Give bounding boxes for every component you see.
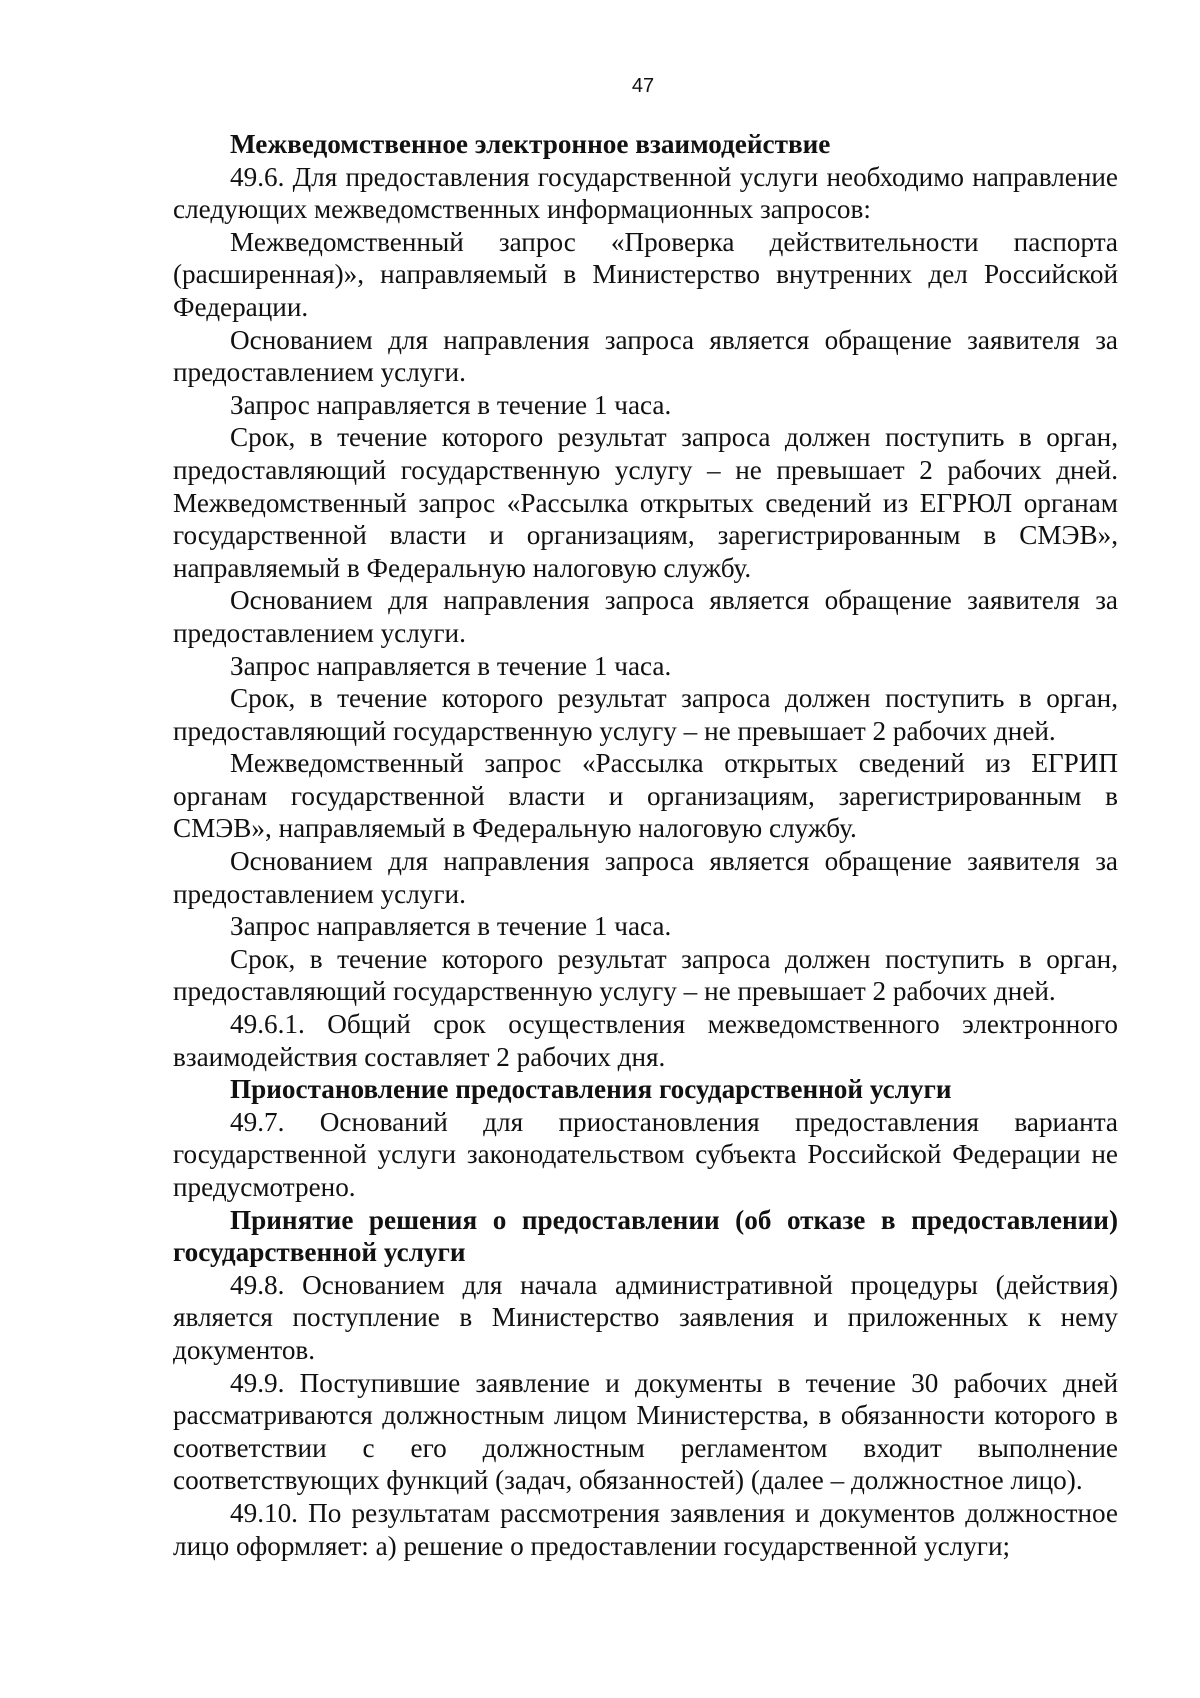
paragraph-49-9: 49.9. Поступившие заявление и документы в течение 30 рабочих дней рассматриваются должностным лицом Министерства, в обязанности которого в соответствии с его должностным регламентом входит выполнение соответствующих функций (задач, обязанностей) (далее – должностное лицо).	[173, 1367, 1118, 1496]
paragraph-request-egrip: Межведомственный запрос «Рассылка открытых сведений из ЕГРИП органам государственной власти и организациям, зарегистрированным в СМЭВ», направляемый в Федеральную налоговую службу.	[173, 748, 1118, 844]
page-number: 47	[631, 75, 655, 97]
paragraph-49-7: 49.7. Оснований для приостановления предоставления варианта государственной услуги законодательством субъекта Российской Федерации не предусмотрено.	[173, 1106, 1118, 1202]
paragraph-timing-3: Запрос направляется в течение 1 часа.	[230, 911, 672, 942]
paragraph-deadline-2: Срок, в течение которого результат запроса должен поступить в орган, предоставляющий государственную услугу – не превышает 2 рабочих дней.	[173, 683, 1118, 746]
paragraph-49-8: 49.8. Основанием для начала административной процедуры (действия) является поступление в Министерство заявления и приложенных к нему документов.	[173, 1269, 1118, 1365]
paragraph-basis-2: Основанием для направления запроса является обращение заявителя за предоставлением услуги.	[173, 585, 1118, 648]
paragraph-request-passport: Межведомственный запрос «Проверка действительности паспорта (расширенная)», направляемый в Министерство внутренних дел Российской Федерации.	[173, 226, 1118, 322]
paragraph-timing-2: Запрос направляется в течение 1 часа.	[230, 650, 672, 681]
section-heading-interagency: Межведомственное электронное взаимодействие	[230, 129, 831, 159]
document-body	[173, 128, 1118, 1562]
section-heading-decision: Принятие решения о предоставлении (об отказе в предоставлении) государственной услуги	[173, 1204, 1118, 1268]
paragraph-49-10: 49.10. По результатам рассмотрения заявления и документов должностное лицо оформляет: а) решение о предоставлении государственной услуги;	[173, 1497, 1118, 1561]
paragraph-deadline-egrul: Срок, в течение которого результат запроса должен поступить в орган, предоставляющий государственную услугу – не превышает 2 рабочих дней. Межведомственный запрос «Рассылка открытых сведений из ЕГРЮЛ органам государственной власти и организациям, зарегистрированным в СМЭВ», направляемый в Федеральную налоговую службу.	[173, 422, 1118, 583]
section-heading-suspension: Приостановление предоставления государственной услуги	[230, 1074, 952, 1105]
paragraph-49-6-1: 49.6.1. Общий срок осуществления межведомственного электронного взаимодействия составляет 2 рабочих дня.	[173, 1009, 1118, 1072]
paragraph-basis-1: Основанием для направления запроса является обращение заявителя за предоставлением услуги.	[173, 324, 1118, 388]
paragraph-49-6: 49.6. Для предоставления государственной услуги необходимо направление следующих межведомственных информационных запросов:	[173, 161, 1118, 225]
paragraph-basis-3: Основанием для направления запроса является обращение заявителя за предоставлением услуги.	[173, 846, 1118, 909]
paragraph-timing-1: Запрос направляется в течение 1 часа.	[230, 389, 672, 420]
paragraph-deadline-3: Срок, в течение которого результат запроса должен поступить в орган, предоставляющий государственную услугу – не превышает 2 рабочих дней.	[173, 943, 1118, 1007]
